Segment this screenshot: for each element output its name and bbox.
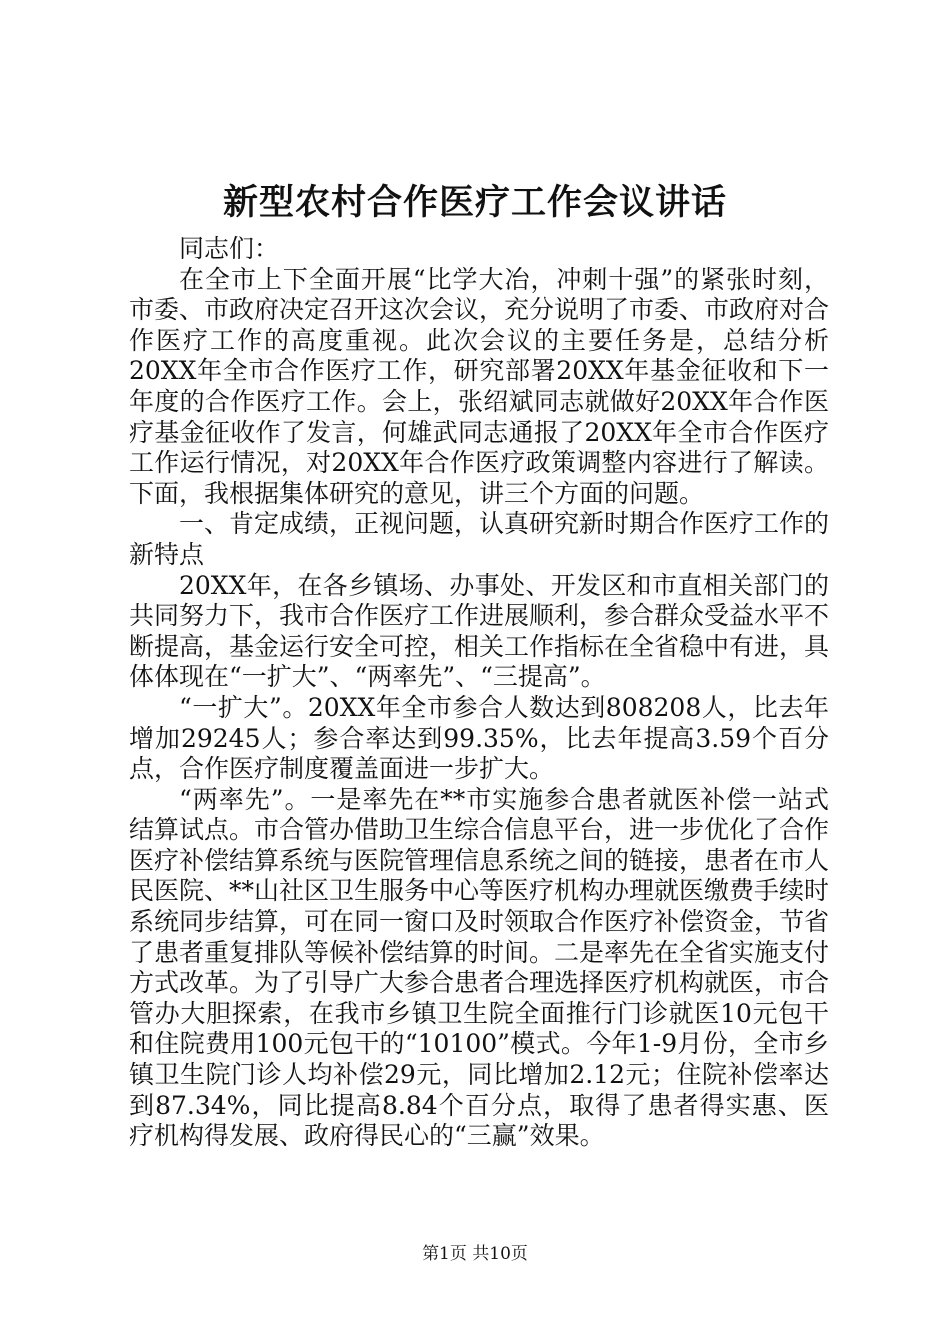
paragraph-achievements: 20XX年，在各乡镇场、办事处、开发区和市直相关部门的共同努力下，我市合作医疗工作进展顺利，参合群众受益水平不断提高，基金运行安全可控，相关工作指标在全省稳中有进，具体体现在“一扩大”、“两率先”、“三提高”。 xyxy=(129,570,830,692)
document-body xyxy=(129,234,829,1152)
paragraph-two-firsts: “两率先”。一是率先在**市实施参合患者就医补偿一站式结算试点。市合管办借助卫生综合信息平台，进一步优化了合作医疗补偿结算系统与医院管理信息系统之间的链接，患者在市人民医院、**山社区卫生服务中心等医疗机构办理就医缴费手续时系统同步结算，可在同一窗口及时领取合作医疗补偿资金，节省了患者重复排队等候补偿结算的时间。二是率先在全省实施支付方式改革。为了引导广大参合患者合理选择医疗机构就医，市合管办大胆探索，在我市乡镇卫生院全面推行门诊就医10元包干和住院费用100元包干的“10100”模式。今年1-9月份，全市乡镇卫生院门诊人均补偿29元，同比增加2.12元；住院补偿率达到87.34%，同比提高8.84个百分点，取得了患者得实惠、医疗机构得发展、政府得民心的“三赢”效果。 xyxy=(129,784,830,1151)
paragraph-one-expansion: “一扩大”。20XX年全市参合人数达到808208人，比去年增加29245人；参合率达到99.35%，比去年提高3.59个百分点，合作医疗制度覆盖面进一步扩大。 xyxy=(129,692,829,784)
page-number-footer: 第1页 共10页 xyxy=(422,1244,528,1264)
document-title: 新型农村合作医疗工作会议讲话 xyxy=(222,182,727,223)
paragraph-intro: 在全市上下全面开展“比学大冶，冲刺十强”的紧张时刻，市委、市政府决定召开这次会议，充分说明了市委、市政府对合作医疗工作的高度重视。此次会议的主要任务是，总结分析20XX年全市合作医疗工作，研究部署20XX年基金征收和下一年度的合作医疗工作。会上，张绍斌同志就做好20XX年合作医疗基金征收作了发言，何雄武同志通报了20XX年全市合作医疗工作运行情况，对20XX年合作医疗政策调整内容进行了解读。下面，我根据集体研究的意见，讲三个方面的问题。 xyxy=(129,264,830,508)
salutation: 同志们： xyxy=(179,234,280,263)
section-heading-1: 一、肯定成绩，正视问题，认真研究新时期合作医疗工作的新特点 xyxy=(129,509,830,569)
